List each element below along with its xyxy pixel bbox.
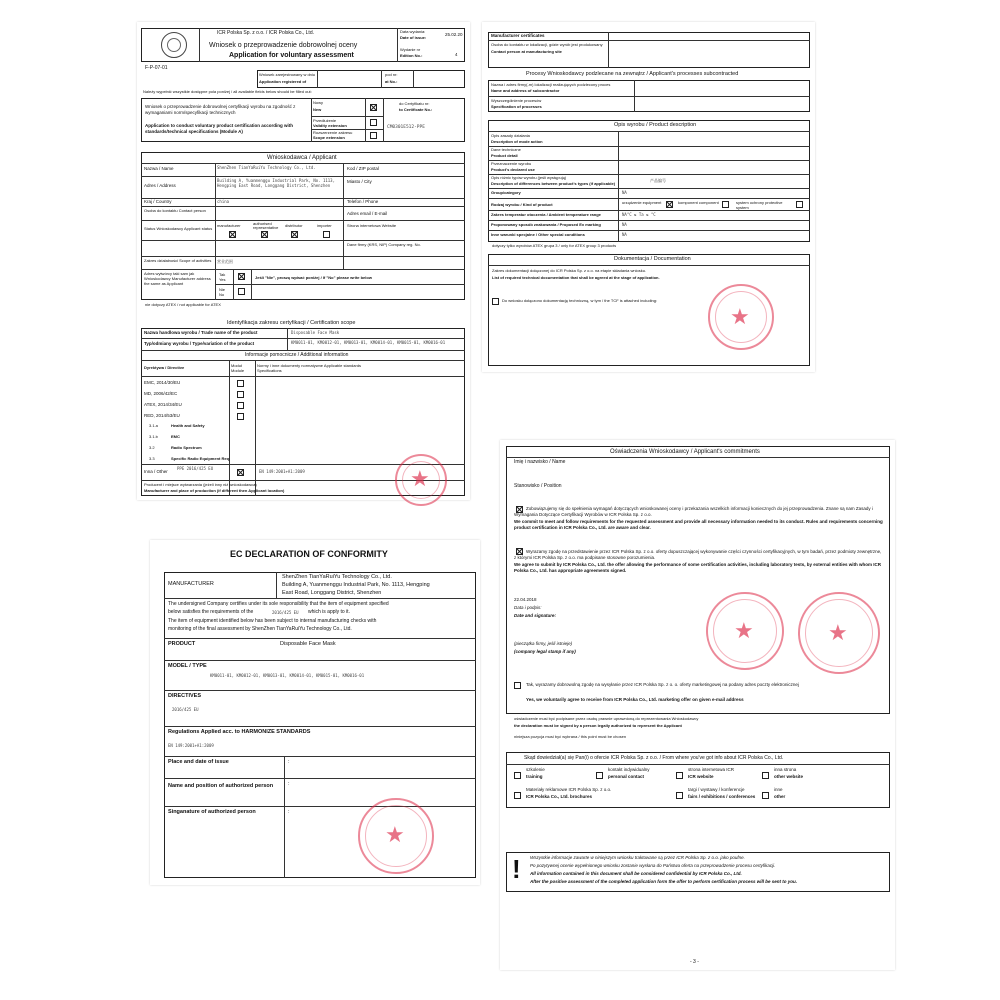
cert-scope-header: Identyfikacja zakresu certyfikacji / Certification scope	[227, 320, 356, 326]
request-pl: Wniosek o przeprowadzenie dobrowolnej certyfikacji wyrobu na zgodność z wymaganiami norm/specyfikacji technicznych	[145, 104, 296, 115]
application-form-sheet: ICR Polska Sp. z o.o. / ICR Polska Co., Ltd. Wniosek o przeprowadzenie dobrowolnej oceny Application for voluntary assessment Data wydania: Date of issue: 25.02.20 Wydanie nr Edition No.: 4 F-P-07-01 Wniosek zarejestrowany w dniu Application registered of pod nr: at No.: Należy wypełnić wszystkie dostępne pola poniżej / all available fields below should be filled out: Wniosek o przeprowadzenie dobrowolnej certyfikacji wyrobu na zgodność z wymaganiami norm/specyfikacji technicznych Application to conduct voluntary product certification according with standards/technical specifications (Module A) Nowy New Przedłużenie Validity extension Rozszerzenie zakresu Scope extension do Certyfikatu nr: to Certificate No.: CM0301E512-PPE Wnioskodawca / Applicant Nazwa / Name ShenZhen TianYaRuiYu Technology Co., Ltd. Kod / ZIP postal Adres / Address Building A, Yuanmenggu Industrial Park, No. 1113, Hengping East Road, Longgang District, Shenzhen Miasto / City Kraj / Country china Telefon / Phone Osoba do kontaktu Contact person Adres email / E-mail Status Wnioskodawcy Applicant status manufacturer authorised representative distributor importer Strona internetowa Website Dane firmy (KRS, NIP) Company reg. No. Zakres działalności Scope of activities 营业范围 Adres wytwórcy taki sam jak Wnioskodawcy Manufacturer address the same as Applicant Tak Yes Nie No Jeśli "Nie", proszę wpisać poniżej / If "No" please write below nie dotyczy ATEX / not applicable for ATEX Identyfikacja zakresu certyfikacji / Certification scope Nazwa handlowa wyrobu / Trade name of the product Disposable Face Mask Typ/odmiany wyrobu / Type/variation of the product KM0011-01, KM0012-01, KM0013-01, KM0014-01, KM0015-01, KM0016-01 Informacje pomocnicze / Additional information Dyrektywa / Directive Moduł Module Normy i inne dokumenty normatywne Applicable standards Specifications EMC, 2014/30/EU MD, 2006/42/EC ATEX, 2014/34/EU RED, 2014/53/EU 3.1.a Health and Safety 3.1.b EMC 3.2 Radio Spectrum 3.3 Specific Radio Equipment Req. Inna / Other PPE 2016/425 EU EN 149:2001+A1:2009 Producent i miejsce wytwarzania (jeżeli inny niż wnioskodawca) Manufacturer and place of production (if different then Applicant location) ★	[137, 22, 470, 500]
same-address-yes-checkbox[interactable]	[238, 273, 245, 280]
applicant-header: Wnioskodawca / Applicant	[267, 155, 337, 161]
marketing-consent-checkbox[interactable]	[514, 682, 521, 689]
source-personal-contact-checkbox[interactable]	[596, 772, 603, 779]
md-module-checkbox[interactable]	[237, 391, 244, 398]
status-distributor-checkbox[interactable]	[291, 231, 298, 238]
emc-module-checkbox[interactable]	[237, 380, 244, 387]
atex-module-checkbox[interactable]	[237, 402, 244, 409]
atex-note: nie dotyczy ATEX / not applicable for ATEX	[145, 302, 221, 307]
applicant-address-value: Building A, Yuanmenggu Industrial Park, No. 1113, Hengping East Road, Longgang District, Shenzhen	[217, 178, 336, 188]
kind-equipment-checkbox[interactable]	[666, 201, 673, 208]
seal-star-icon: ★	[410, 466, 430, 491]
kind-system-checkbox[interactable]	[796, 201, 803, 208]
commitments-date: 22.04.2018	[514, 597, 537, 602]
source-icr-website-checkbox[interactable]	[676, 772, 683, 779]
commitments-box	[506, 446, 890, 714]
title-en: Application for voluntary assessment	[229, 52, 354, 59]
status-importer-checkbox[interactable]	[323, 231, 330, 238]
commitments-sheet: Oświadczenia Wnioskodawcy / Applicant's commitments Imię i nazwisko / Name Stanowisko / Position Zobowiązujemy się do spełnienia wymagań dotyczących wnioskowanej oceny i przekazania wszelkich informacji koniecznych do jej przeprowadzenia. Znane są nam Zasady i Wymagania Dotyczące Certyfikacji Wyrobów w ICR Polska Sp. z o.o. We commit to meet and follow requirements for the requested assessment and provide all necessary information needed to its conduct. Rules and requirements concerning product certification in ICR Polska Co., Ltd. are aware and clear. Wyrazamy zgodę na przedstawienie przez ICR Polska Sp. z o.o. oferty dopuszczającej wykonywanie części czynności certyfikacyjnych, w tym badań, przez podmioty zewnętrzne, z którymi ICR Polska Sp. z o.o. ma podpisane stosowne porozumienia. We agree to submit by ICR Polska Co., Ltd. the offer allowing the performance of some certification activities, including laboratory tests, by external entities with whom ICR Polska Co., Ltd. has appropriate agreements signed. 22.04.2018 Data i podpis: Date and signature: (pieczątka firmy, jeśli istnieje) (company legal stamp if any) ★ ★ Tak, wyrazamy dobrowolną zgodę na wysyłanie przez ICR Polska Sp. z o. o. oferty marketingowej na podany adres poczty elektronicznej Yes, we voluntarily agree to receive from ICR Polska Co., Ltd. marketing offer on given e-mail address oświadczenie musi być podpisane przez osobę prawnie uprawnioną do reprezentowania Wnioskodawcy the declaration must be signed by a person legally authorized to represent the Applicant niniejsza pozycja musi być wybrana / this point must be chosen Skąd dowiedział(a) się Pan(i) o ofercie ICR Polska Sp. z o.o. / From where you've got info about ICR Polska Co., Ltd. szkolenie training kontakt indywidualny personal contact strona internetowa ICR ICR website inna strona other website Materiały reklamowe ICR Polska Sp. z o.o. ICR Polska Co., Ltd. brochures targi / wystawy / konferencje fairs / exhibitions / conferences inne other ! Wszystkie informacje zawarte w niniejszym wniosku traktowane są przez ICR Polska Sp. z o.o. jako poufne. Po pozytywnej ocenie wypełnionego wniosku zostanie wysłana do Państwa oferta na przeprowadzenie procesu certyfikacji. All information contained in this document shall be considered confidential by ICR Polska Co., Ltd. After the positive assessment of the completed application form the offer to perform certification process will be sent to you. - 3 -	[500, 440, 895, 970]
source-brochures-checkbox[interactable]	[514, 792, 521, 799]
title-pl: Wniosek o przeprowadzenie dobrowolnej oceny	[209, 42, 358, 49]
fill-note: Należy wypełnić wszystkie dostępne pola poniżej / all available fields below should be filled out:	[143, 89, 312, 94]
trade-name-value: Disposable Face Mask	[291, 330, 340, 335]
applicant-name-value: ShenZhen TianYaRuiYu Technology Co., Ltd.	[217, 165, 316, 170]
ec-regulations-value: EN 149:2001+A1:2009	[168, 743, 214, 748]
scope-checkbox[interactable]	[370, 132, 377, 139]
source-fairs-checkbox[interactable]	[676, 792, 683, 799]
ec-manufacturer-2: Building A, Yuanmenggu Industrial Park, No. 1113, Hengping	[282, 582, 430, 588]
edition-value: 4	[455, 52, 458, 57]
scope-activity-value: 营业范围	[217, 259, 233, 264]
new-checkbox[interactable]	[370, 104, 377, 111]
ec-title: EC DECLARATION OF CONFORMITY	[230, 549, 388, 559]
status-manufacturer-checkbox[interactable]	[229, 231, 236, 238]
other-directive-value: PPE 2016/425 EU	[177, 466, 214, 471]
documentation-seal-star-icon: ★	[730, 304, 750, 329]
warning-icon: !	[512, 854, 521, 884]
other-module-checkbox[interactable]	[237, 469, 244, 476]
page-number: - 3 -	[690, 959, 699, 965]
source-training-checkbox[interactable]	[514, 772, 521, 779]
source-other-website-checkbox[interactable]	[762, 772, 769, 779]
validity-checkbox[interactable]	[370, 119, 377, 126]
ec-model-value: KM0011-01, KM0012-01, KM0013-01, KM0014-01, KM0015-01, KM0016-01	[210, 673, 365, 678]
tcf-attached-checkbox[interactable]	[492, 298, 499, 305]
date-issue-value: 25.02.20	[445, 32, 463, 37]
ec-seal-star-icon: ★	[385, 822, 405, 847]
red-module-checkbox[interactable]	[237, 413, 244, 420]
product-description-sheet: Manufacturer certificates Osoba do kontaktu w lokalizacji, gdzie wyrób jest produkowany Contact person at manufacturing site Procesy Wnioskodawcy podzlecane na zewnątrz / Applicant's processes subcontracted Nazwa i adres firmy(-m) lokalizacji realizujących podzlecony proces Name and address of subcontractor Wyszczególnienie procesów Specification of processes Opis wyrobu / Product description Opis zasady działania Description of mode action Dane techniczne Product detail Przeznaczenie wyrobu Product's declared use Opis różnic typów wyrobu (jeśli występują) Description of differences between product's types (if applicable) 产品编号 Group/category NA Rodzaj wyrobu / Kind of product urządzenie equipment komponent component system ochrony protective system Zakres temperatur otoczenia / Ambient temperature range NA°C ≤ Ta ≤ °C Proponowany sposób znakowania / Proposed Ex marking NA Inne warunki specjalne / Other special conditions NA dotyczy tylko wyrobów ATEX grupa 3 / only for ATEX group 3 products Dokumentacja / Documentation Zakres dokumentacji dołączonej do ICR Polska Sp. z o.o. na etapie składania wniosku. List of required technical documentation that shall be agreed at the stage of application. Do wniosku dołączono dokumentację techniczną, w tym / the TCF is attached including: ★	[482, 22, 815, 372]
temp-value: NA°C ≤ Ta ≤ °C	[622, 212, 656, 217]
icr-logo-inner	[167, 38, 181, 52]
other-standard-value: EN 149:2001+A1:2009	[259, 469, 305, 474]
type-differences-value: 产品编号	[650, 178, 666, 183]
subcontract-header: Procesy Wnioskodawcy podzlecane na zewnątrz / Applicant's processes subcontracted	[526, 71, 739, 77]
request-en: Application to conduct voluntary product certification according with standards/technical specifications (Module A)	[145, 123, 294, 134]
ec-manufacturer-1: ShenZhen TianYaRuiYu Technology Co., Ltd.	[282, 574, 392, 580]
commitments-seal-left-star-icon: ★	[734, 618, 754, 643]
applicant-country-value: china	[217, 199, 230, 204]
kind-component-checkbox[interactable]	[722, 201, 729, 208]
ec-declaration-sheet: EC DECLARATION OF CONFORMITY MANUFACTURER ShenZhen TianYaRuiYu Technology Co., Ltd. Building A, Yuanmenggu Industrial Park, No. 1113, Hengping East Road, Longgang District, Shenzhen The undersigned Company certifies under its sole responsibility that the item of equipment specified below satisfies the requirements of the 2016/425 EU which is apply to it. The item of equipment identified below has been subject to internal manufacturing checks with monitoring of the final assessment by ShenZhen TianYaRuiYu Technology Co., Ltd. PRODUCT Disposable Face Mask MODEL / TYPE KM0011-01, KM0012-01, KM0013-01, KM0014-01, KM0015-01, KM0016-01 DIRECTIVES 2016/425 EU Regulations Applied acc. to HARMONIZE STANDARDS EN 149:2001+A1:2009 Place and date of issue : Name and position of authorized person : Singanature of authorized person : ★	[150, 540, 480, 885]
source-other-checkbox[interactable]	[762, 792, 769, 799]
atex-group-note: dotyczy tylko wyrobów ATEX grupa 3 / only for ATEX group 3 products	[492, 243, 617, 248]
form-code: F-P-07-01	[145, 65, 168, 71]
status-authorised-checkbox[interactable]	[261, 231, 268, 238]
ec-directives-value: 2016/425 EU	[172, 707, 199, 712]
ec-manufacturer-3: East Road, Longgang District, Shenzhen	[282, 590, 382, 596]
ec-product-value: Disposable Face Mask	[280, 641, 336, 647]
commitments-seal-right-star-icon: ★	[828, 620, 848, 645]
type-value: KM0011-01, KM0012-01, KM0013-01, KM0014-01, KM0015-01, KM0016-01	[291, 340, 446, 345]
cert-no: CM0301E512-PPE	[387, 125, 425, 130]
header-company: ICR Polska Sp. z o.o. / ICR Polska Co., Ltd.	[217, 30, 314, 36]
same-address-no-checkbox[interactable]	[238, 288, 245, 295]
